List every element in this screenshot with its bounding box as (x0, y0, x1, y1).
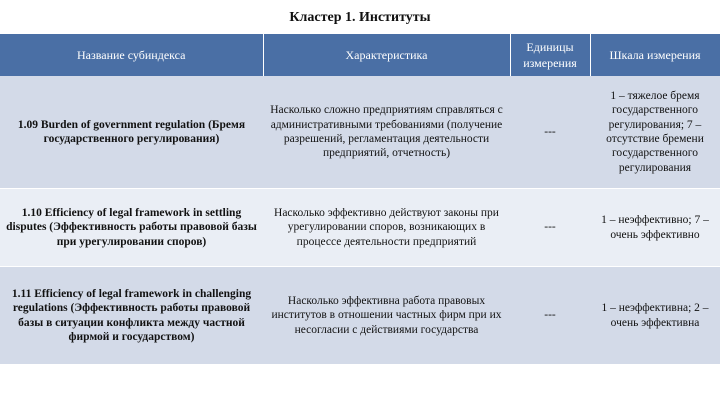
table-row (0, 76, 720, 189)
subindex-description: Насколько эффективно действуют законы при урегулировании споров, возникающих в процессе деятельности предприятий (263, 189, 510, 267)
subindex-name: 1.09 Burden of government regulation (Бремя государственного регулирования) (0, 76, 263, 189)
column-header-name: Название субиндекса (0, 34, 263, 76)
column-header-scale: Шкала измерения (590, 34, 720, 76)
column-header-description: Характеристика (263, 34, 510, 76)
table-row (0, 267, 720, 365)
subindex-scale: 1 – неэффективна; 2 – очень эффективна (590, 267, 720, 365)
subindex-unit: --- (510, 189, 590, 267)
indicators-table (0, 34, 720, 365)
subindex-unit: --- (510, 267, 590, 365)
subindex-scale: 1 – неэффективно; 7 – очень эффективно (590, 189, 720, 267)
table-row (0, 189, 720, 267)
table-header-row (0, 34, 720, 76)
page-title: Кластер 1. Институты (289, 10, 431, 25)
subindex-scale: 1 – тяжелое бремя государственного регулирования; 7 – отсутствие бремени государственного регулирования (590, 76, 720, 189)
subindex-description: Насколько эффективна работа правовых институтов в отношении частных фирм при их несогласии с действиями государства (263, 267, 510, 365)
subindex-name: 1.10 Efficiency of legal framework in settling disputes (Эффективность работы правовой базы при урегулировании споров) (0, 189, 263, 267)
subindex-unit: --- (510, 76, 590, 189)
subindex-name: 1.11 Efficiency of legal framework in challenging regulations (Эффективность работы правовой базы в ситуации конфликта между частной фирмой и государством) (0, 267, 263, 365)
subindex-description: Насколько сложно предприятиям справляться с административными требованиями (получение разрешений, регламентация деятельности предприятий, отчетность) (263, 76, 510, 189)
column-header-unit: Единицы измерения (510, 34, 590, 76)
